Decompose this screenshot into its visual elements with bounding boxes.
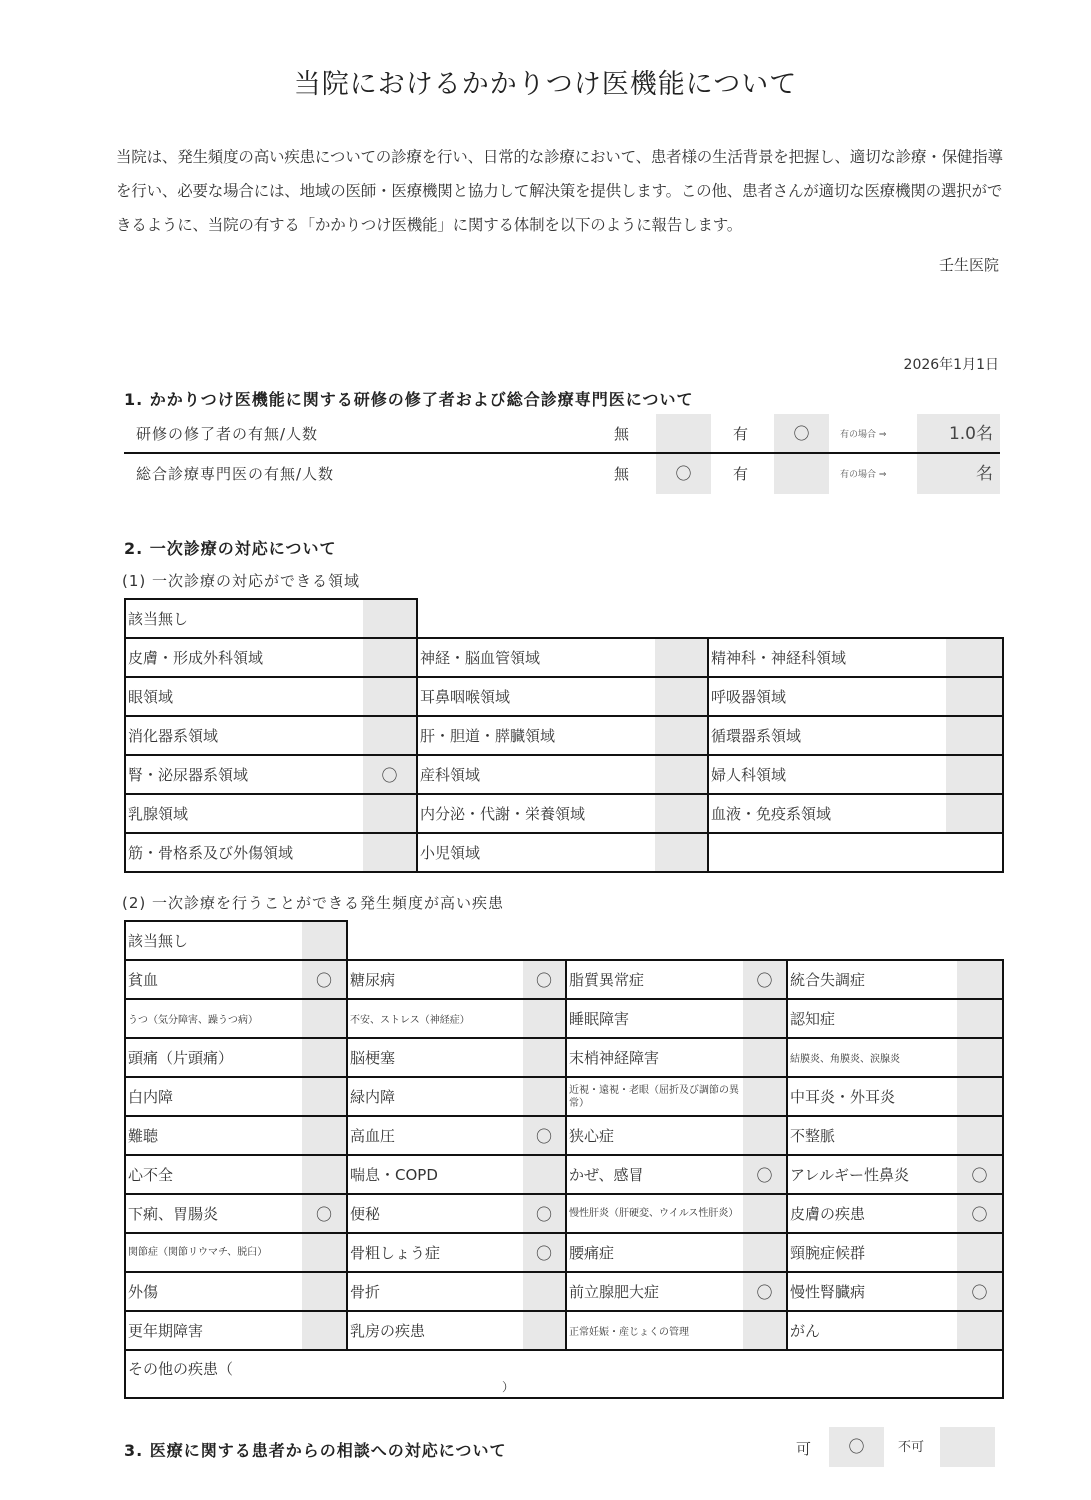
item-label: 骨折 — [347, 1272, 523, 1311]
item-mark-cell[interactable] — [957, 1116, 1003, 1155]
table-row — [125, 1194, 1003, 1233]
item-label: 末梢神経障害 — [566, 1038, 743, 1077]
item-mark-cell[interactable] — [655, 716, 708, 755]
item-label: 慢性腎臓病 — [787, 1272, 957, 1311]
item-label: 頸腕症候群 — [787, 1233, 957, 1272]
common-diseases-table — [124, 920, 1004, 1399]
no-label: 無 — [614, 465, 630, 483]
item-label: 睡眠障害 — [566, 999, 743, 1038]
item-label: 慢性肝炎（肝硬変、ウイルス性肝炎） — [566, 1194, 743, 1233]
none-mark-cell[interactable] — [302, 921, 347, 960]
none-label: 該当無し — [125, 921, 302, 960]
count-cell[interactable]: 名 — [976, 464, 993, 484]
item-mark-cell[interactable]: 〇 — [957, 1155, 1003, 1194]
item-label: 近視・遠視・老眼（屈折及び調節の異常） — [566, 1077, 743, 1116]
item-mark-cell[interactable] — [946, 716, 1003, 755]
section3-heading: 3. 医療に関する患者からの相談への対応について — [124, 1441, 507, 1460]
item-mark-cell[interactable] — [302, 1038, 347, 1077]
item-label: 便秘 — [347, 1194, 523, 1233]
item-mark-cell[interactable] — [946, 638, 1003, 677]
table-row — [125, 1233, 1003, 1272]
item-label: 呼吸器領域 — [708, 677, 946, 716]
intro-paragraph: 当院は、発生頻度の高い疾患についての診療を行い、日常的な診療において、患者様の生活背景を把握し、適切な診療・保健指導を行い、必要な場合には、地域の医師・医療機関と協力して解決策を提供します。この他、患者さんが適切な医療機関の選択ができるように、当院の有する「かかりつけ医機能」に関する体制を以下のように報告します。 — [116, 148, 1003, 234]
item-mark-cell[interactable] — [655, 677, 708, 716]
item-mark-cell[interactable] — [302, 1233, 347, 1272]
yes-label: 有 — [733, 425, 749, 443]
item-mark-cell[interactable] — [363, 677, 417, 716]
item-mark-cell[interactable] — [743, 1077, 787, 1116]
clinic-name: 壬生医院 — [938, 256, 999, 274]
table-row — [125, 833, 1003, 872]
section1-heading: 1. かかりつけ医機能に関する研修の修了者および総合診療専門医について — [124, 390, 694, 409]
item-label: 狭心症 — [566, 1116, 743, 1155]
item-mark-cell[interactable] — [655, 638, 708, 677]
empty-space — [347, 921, 1003, 960]
table-row — [125, 716, 1003, 755]
other-diseases-row — [125, 1350, 1003, 1398]
item-mark-cell[interactable] — [743, 1116, 787, 1155]
item-label: 内分泌・代謝・栄養領域 — [417, 794, 655, 833]
table-row — [125, 1272, 1003, 1311]
item-label: 皮膚・形成外科領域 — [125, 638, 363, 677]
row-label: 総合診療専門医の有無/人数 — [136, 465, 335, 483]
consult-yes-cell[interactable]: 〇 — [829, 1427, 884, 1467]
item-label: 糖尿病 — [347, 960, 523, 999]
table-row — [125, 1311, 1003, 1350]
table-row — [125, 755, 1003, 794]
consult-yes-label: 可 — [796, 1440, 812, 1458]
item-mark-cell[interactable] — [523, 1155, 566, 1194]
item-label: 正常妊娠・産じょくの管理 — [566, 1311, 743, 1350]
item-mark-cell[interactable] — [363, 638, 417, 677]
if-yes-label: 有の場合 ⇒ — [840, 470, 887, 480]
item-mark-cell[interactable] — [957, 1038, 1003, 1077]
no-mark-cell[interactable]: 〇 — [675, 464, 692, 483]
other-diseases-label: その他の疾患（ — [128, 1360, 234, 1378]
item-mark-cell[interactable] — [957, 960, 1003, 999]
table-row — [125, 1116, 1003, 1155]
section2-sub1-heading: (1) 一次診療の対応ができる領域 — [122, 572, 361, 590]
item-label: 統合失調症 — [787, 960, 957, 999]
item-mark-cell[interactable] — [523, 1077, 566, 1116]
item-label: 脂質異常症 — [566, 960, 743, 999]
no-label: 無 — [614, 425, 630, 443]
consult-no-label: 不可 — [898, 1440, 925, 1455]
item-mark-cell[interactable] — [743, 1311, 787, 1350]
item-label: 外傷 — [125, 1272, 302, 1311]
item-mark-cell[interactable]: 〇 — [523, 1194, 566, 1233]
item-mark-cell[interactable] — [655, 833, 708, 872]
item-mark-cell[interactable] — [743, 1233, 787, 1272]
other-diseases-close: ） — [502, 1380, 515, 1394]
item-mark-cell[interactable] — [957, 1311, 1003, 1350]
table-row — [125, 1077, 1003, 1116]
item-label: 結膜炎、角膜炎、涙腺炎 — [787, 1038, 957, 1077]
item-mark-cell[interactable] — [946, 677, 1003, 716]
item-mark-cell[interactable]: 〇 — [302, 1194, 347, 1233]
item-mark-cell[interactable] — [655, 755, 708, 794]
item-mark-cell[interactable] — [523, 999, 566, 1038]
none-row — [125, 599, 1003, 638]
item-mark-cell[interactable]: 〇 — [523, 1116, 566, 1155]
item-mark-cell[interactable] — [302, 1116, 347, 1155]
item-mark-cell[interactable] — [523, 1038, 566, 1077]
item-mark-cell[interactable] — [655, 794, 708, 833]
item-label: 血液・免疫系領域 — [708, 794, 946, 833]
none-label: 該当無し — [125, 599, 363, 638]
item-label: 難聴 — [125, 1116, 302, 1155]
section1-row-training — [124, 414, 1000, 454]
item-mark-cell[interactable] — [957, 1233, 1003, 1272]
primary-care-areas-table — [124, 598, 1004, 873]
other-diseases-field[interactable] — [125, 1350, 1003, 1398]
table-row — [125, 1155, 1003, 1194]
item-label: 乳腺領域 — [125, 794, 363, 833]
yes-mark-cell[interactable]: 〇 — [793, 424, 810, 443]
item-mark-cell[interactable]: 〇 — [363, 755, 417, 794]
item-mark-cell[interactable]: 〇 — [957, 1272, 1003, 1311]
item-label: がん — [787, 1311, 957, 1350]
item-label: 神経・脳血管領域 — [417, 638, 655, 677]
count-cell[interactable]: 1.0名 — [948, 424, 993, 444]
item-label: 高血圧 — [347, 1116, 523, 1155]
item-label: 心不全 — [125, 1155, 302, 1194]
item-mark-cell[interactable] — [743, 1194, 787, 1233]
item-label: 不整脈 — [787, 1116, 957, 1155]
item-label: 緑内障 — [347, 1077, 523, 1116]
no-mark-cell[interactable] — [656, 414, 711, 454]
item-label: 前立腺肥大症 — [566, 1272, 743, 1311]
yes-mark-cell[interactable] — [774, 454, 829, 494]
section1-row-specialist — [124, 454, 1000, 494]
item-mark-cell[interactable]: 〇 — [743, 1155, 787, 1194]
consult-no-cell[interactable] — [940, 1427, 995, 1467]
table-row — [125, 960, 1003, 999]
item-mark-cell[interactable] — [946, 755, 1003, 794]
item-mark-cell[interactable] — [523, 1272, 566, 1311]
page-title: 当院におけるかかりつけ医機能について — [293, 69, 798, 100]
table-row — [125, 638, 1003, 677]
item-mark-cell[interactable] — [957, 1077, 1003, 1116]
item-label: 腎・泌尿器系領域 — [125, 755, 363, 794]
none-mark-cell[interactable] — [363, 599, 417, 638]
table-row — [125, 794, 1003, 833]
empty-cell — [708, 833, 1003, 872]
item-label: 骨粗しょう症 — [347, 1233, 523, 1272]
yes-label: 有 — [733, 465, 749, 483]
section2-heading: 2. 一次診療の対応について — [124, 539, 337, 558]
item-mark-cell[interactable] — [523, 1311, 566, 1350]
none-row — [125, 921, 1003, 960]
item-label: 眼領域 — [125, 677, 363, 716]
item-label: 不安、ストレス（神経症） — [347, 999, 523, 1038]
item-mark-cell[interactable] — [957, 999, 1003, 1038]
item-mark-cell[interactable] — [743, 1038, 787, 1077]
item-label: 乳房の疾患 — [347, 1311, 523, 1350]
table-row — [125, 999, 1003, 1038]
item-label: 認知症 — [787, 999, 957, 1038]
report-date: 2026年1月1日 — [903, 357, 999, 373]
item-label: 婦人科領域 — [708, 755, 946, 794]
item-mark-cell[interactable] — [946, 794, 1003, 833]
item-label: 皮膚の疾患 — [787, 1194, 957, 1233]
if-yes-label: 有の場合 ⇒ — [840, 430, 887, 440]
item-mark-cell[interactable] — [363, 833, 417, 872]
item-label: かぜ、感冒 — [566, 1155, 743, 1194]
item-label: 消化器系領域 — [125, 716, 363, 755]
item-mark-cell[interactable] — [302, 999, 347, 1038]
item-label: 関節症（関節リウマチ、脱臼） — [125, 1233, 302, 1272]
item-label: 白内障 — [125, 1077, 302, 1116]
item-mark-cell[interactable] — [302, 1311, 347, 1350]
item-label: 貧血 — [125, 960, 302, 999]
item-label: アレルギー性鼻炎 — [787, 1155, 957, 1194]
item-label: 耳鼻咽喉領域 — [417, 677, 655, 716]
table-row — [125, 1038, 1003, 1077]
item-mark-cell[interactable] — [302, 1272, 347, 1311]
item-mark-cell[interactable] — [363, 794, 417, 833]
item-label: 精神科・神経科領域 — [708, 638, 946, 677]
item-mark-cell[interactable]: 〇 — [743, 1272, 787, 1311]
item-mark-cell[interactable]: 〇 — [957, 1194, 1003, 1233]
item-mark-cell[interactable]: 〇 — [743, 960, 787, 999]
item-mark-cell[interactable] — [743, 999, 787, 1038]
item-mark-cell[interactable]: 〇 — [523, 1233, 566, 1272]
item-mark-cell[interactable]: 〇 — [302, 960, 347, 999]
item-label: 下痢、胃腸炎 — [125, 1194, 302, 1233]
row-label: 研修の修了者の有無/人数 — [136, 425, 319, 443]
table-row — [125, 677, 1003, 716]
item-label: 中耳炎・外耳炎 — [787, 1077, 957, 1116]
section2-sub2-heading: (2) 一次診療を行うことができる発生頻度が高い疾患 — [122, 894, 505, 912]
item-label: うつ（気分障害、躁うつ病） — [125, 999, 302, 1038]
item-mark-cell[interactable] — [363, 716, 417, 755]
item-label: 脳梗塞 — [347, 1038, 523, 1077]
item-label: 肝・胆道・膵臓領域 — [417, 716, 655, 755]
item-mark-cell[interactable] — [302, 1155, 347, 1194]
item-label: 小児領域 — [417, 833, 655, 872]
item-mark-cell[interactable] — [302, 1077, 347, 1116]
item-label: 筋・骨格系及び外傷領域 — [125, 833, 363, 872]
item-label: 更年期障害 — [125, 1311, 302, 1350]
item-label: 喘息・COPD — [347, 1155, 523, 1194]
item-mark-cell[interactable]: 〇 — [523, 960, 566, 999]
empty-space — [417, 599, 1003, 638]
item-label: 産科領域 — [417, 755, 655, 794]
item-label: 頭痛（片頭痛） — [125, 1038, 302, 1077]
item-label: 循環器系領域 — [708, 716, 946, 755]
item-label: 腰痛症 — [566, 1233, 743, 1272]
